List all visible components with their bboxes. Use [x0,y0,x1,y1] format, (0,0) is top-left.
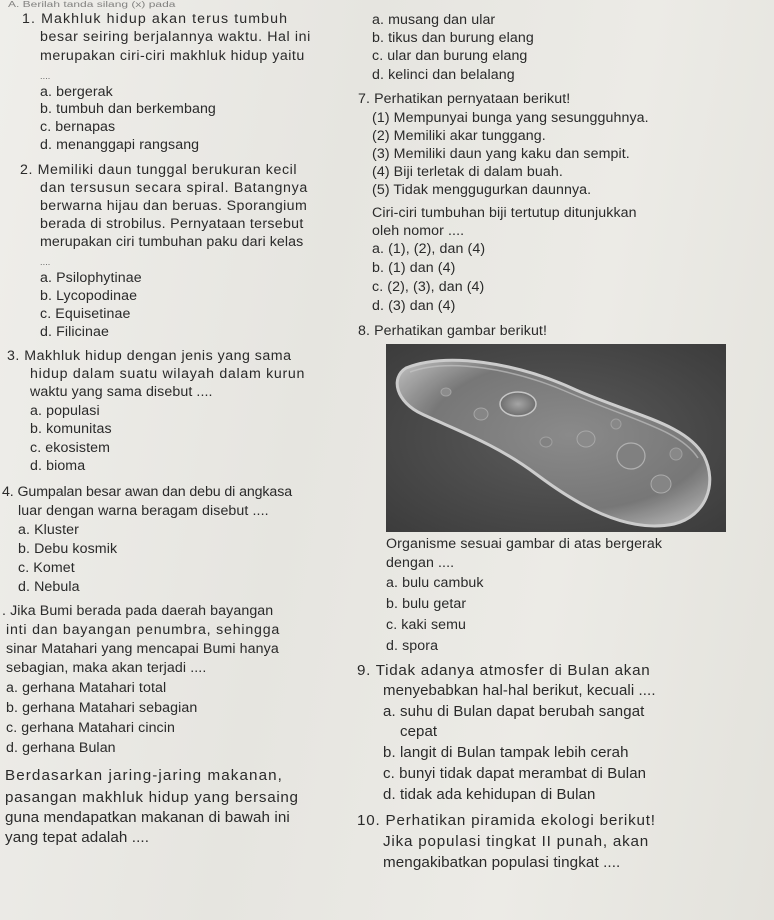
q7-option-b: b. (1) dan (4) [372,260,456,276]
q5-option-d: d. gerhana Bulan [6,740,116,756]
q7-option-c: c. (2), (3), dan (4) [372,279,485,295]
q5-option-a: a. gerhana Matahari total [6,680,167,696]
q7-option-a: a. (1), (2), dan (4) [372,241,486,257]
q10-line-3: mengakibatkan populasi tingkat .... [383,854,621,871]
q3-option-d: d. bioma [30,458,86,474]
q2-option-b: b. Lycopodinae [40,288,138,304]
q7-statement-3: (3) Memiliki daun yang kaku dan sempit. [372,146,630,162]
q3-option-a: a. populasi [30,403,100,419]
q2-line-6: .... [40,257,51,267]
q7-statement-5: (5) Tidak menggugurkan daunnya. [372,182,592,198]
header-fragment: A. Berilah tanda silang (x) pada [8,0,176,10]
q10-line-2: Jika populasi tingkat II punah, akan [383,833,650,850]
q8-option-a: a. bulu cambuk [386,575,484,591]
q3-line-1: 3. Makhluk hidup dengan jenis yang sama [7,348,292,364]
q4-option-a: a. Kluster [18,522,79,538]
q9-option-a: a. suhu di Bulan dapat berubah sangat [383,703,645,720]
q3-option-c: c. ekosistem [30,440,111,456]
q5-line-1: . Jika Bumi berada pada daerah bayangan [2,603,274,619]
q5-line-2: inti dan bayangan penumbra, sehingga [6,622,281,638]
q8-option-d: d. spora [386,638,439,654]
q6-option-d: d. kelinci dan belalang [372,67,515,83]
q8-option-b: b. bulu getar [386,596,467,612]
q6-line-4: yang tepat adalah .... [5,829,150,846]
q7-line-3: oleh nomor .... [372,223,465,239]
q5-line-4: sebagian, maka akan terjadi .... [6,660,207,676]
q8-line-2: Organisme sesuai gambar di atas bergerak [386,536,663,552]
q1-option-d: d. menanggapi rangsang [40,137,200,153]
q9-line-1: 9. Tidak adanya atmosfer di Bulan akan [357,662,651,679]
q6-option-b: b. tikus dan burung elang [372,30,534,46]
q1-option-c: c. bernapas [40,119,116,135]
q2-option-a: a. Psilophytinae [40,270,142,286]
paramecium-micrograph [386,344,726,532]
q7-statement-1: (1) Mempunyai bunga yang sesungguhnya. [372,110,649,126]
q1-line-1: 1. Makhluk hidup akan terus tumbuh [22,11,289,27]
q5-line-3: sinar Matahari yang mencapai Bumi hanya [6,641,279,657]
q7-line-2: Ciri-ciri tumbuhan biji tertutup ditunjukkan [372,205,637,221]
q1-option-a: a. bergerak [40,84,113,100]
q7-statement-4: (4) Biji terletak di dalam buah. [372,164,563,180]
q2-line-3: berwarna hijau dan beruas. Sporangium [40,198,308,214]
q9-option-d: d. tidak ada kehidupan di Bulan [383,786,596,803]
q6-line-3: guna mendapatkan makanan di bawah ini [5,809,290,826]
q9-option-a-cont: cepat [400,723,438,740]
q10-line-1: 10. Perhatikan piramida ekologi berikut! [357,812,656,829]
q6-line-1: Berdasarkan jaring-jaring makanan, [5,767,283,784]
q2-line-2: dan tersusun secara spiral. Batangnya [40,180,309,196]
q8-option-c: c. kaki semu [386,617,467,633]
q5-option-c: c. gerhana Matahari cincin [6,720,175,736]
q7-line-1: 7. Perhatikan pernyataan berikut! [358,91,571,107]
q1-line-3: merupakan ciri-ciri makhluk hidup yaitu [40,48,305,64]
q9-line-2: menyebabkan hal-hal berikut, kecuali .... [383,682,656,699]
q7-option-d: d. (3) dan (4) [372,298,456,314]
q5-option-b: b. gerhana Matahari sebagian [6,700,198,716]
q9-option-c: c. bunyi tidak dapat merambat di Bulan [383,765,647,782]
q6-line-2: pasangan makhluk hidup yang bersaing [5,789,299,806]
q6-option-c: c. ular dan burung elang [372,48,528,64]
q8-line-1: 8. Perhatikan gambar berikut! [358,323,548,339]
q7-statement-2: (2) Memiliki akar tunggang. [372,128,546,144]
q6-option-a: a. musang dan ular [372,12,496,28]
q2-line-1: 2. Memiliki daun tunggal berukuran kecil [20,162,298,178]
q3-line-3: waktu yang sama disebut .... [30,384,213,400]
q2-line-5: merupakan ciri tumbuhan paku dari kelas [40,234,304,250]
q4-option-b: b. Debu kosmik [18,541,118,557]
q3-option-b: b. komunitas [30,421,112,437]
q4-option-d: d. Nebula [18,579,80,595]
q2-option-d: d. Filicinae [40,324,110,340]
q4-line-2: luar dengan warna beragam disebut .... [18,503,269,519]
q1-line-4: .... [40,71,51,81]
q4-line-1: 4. Gumpalan besar awan dan debu di angkasa [2,484,293,500]
q2-line-4: berada di strobilus. Pernyataan tersebut [40,216,304,232]
q2-option-c: c. Equisetinae [40,306,131,322]
q1-option-b: b. tumbuh dan berkembang [40,101,216,117]
q8-line-3: dengan .... [386,555,455,571]
q1-line-2: besar seiring berjalannya waktu. Hal ini [40,29,311,45]
q9-option-b: b. langit di Bulan tampak lebih cerah [383,744,629,761]
q3-line-2: hidup dalam suatu wilayah dalam kurun [30,366,306,382]
q4-option-c: c. Komet [18,560,75,576]
